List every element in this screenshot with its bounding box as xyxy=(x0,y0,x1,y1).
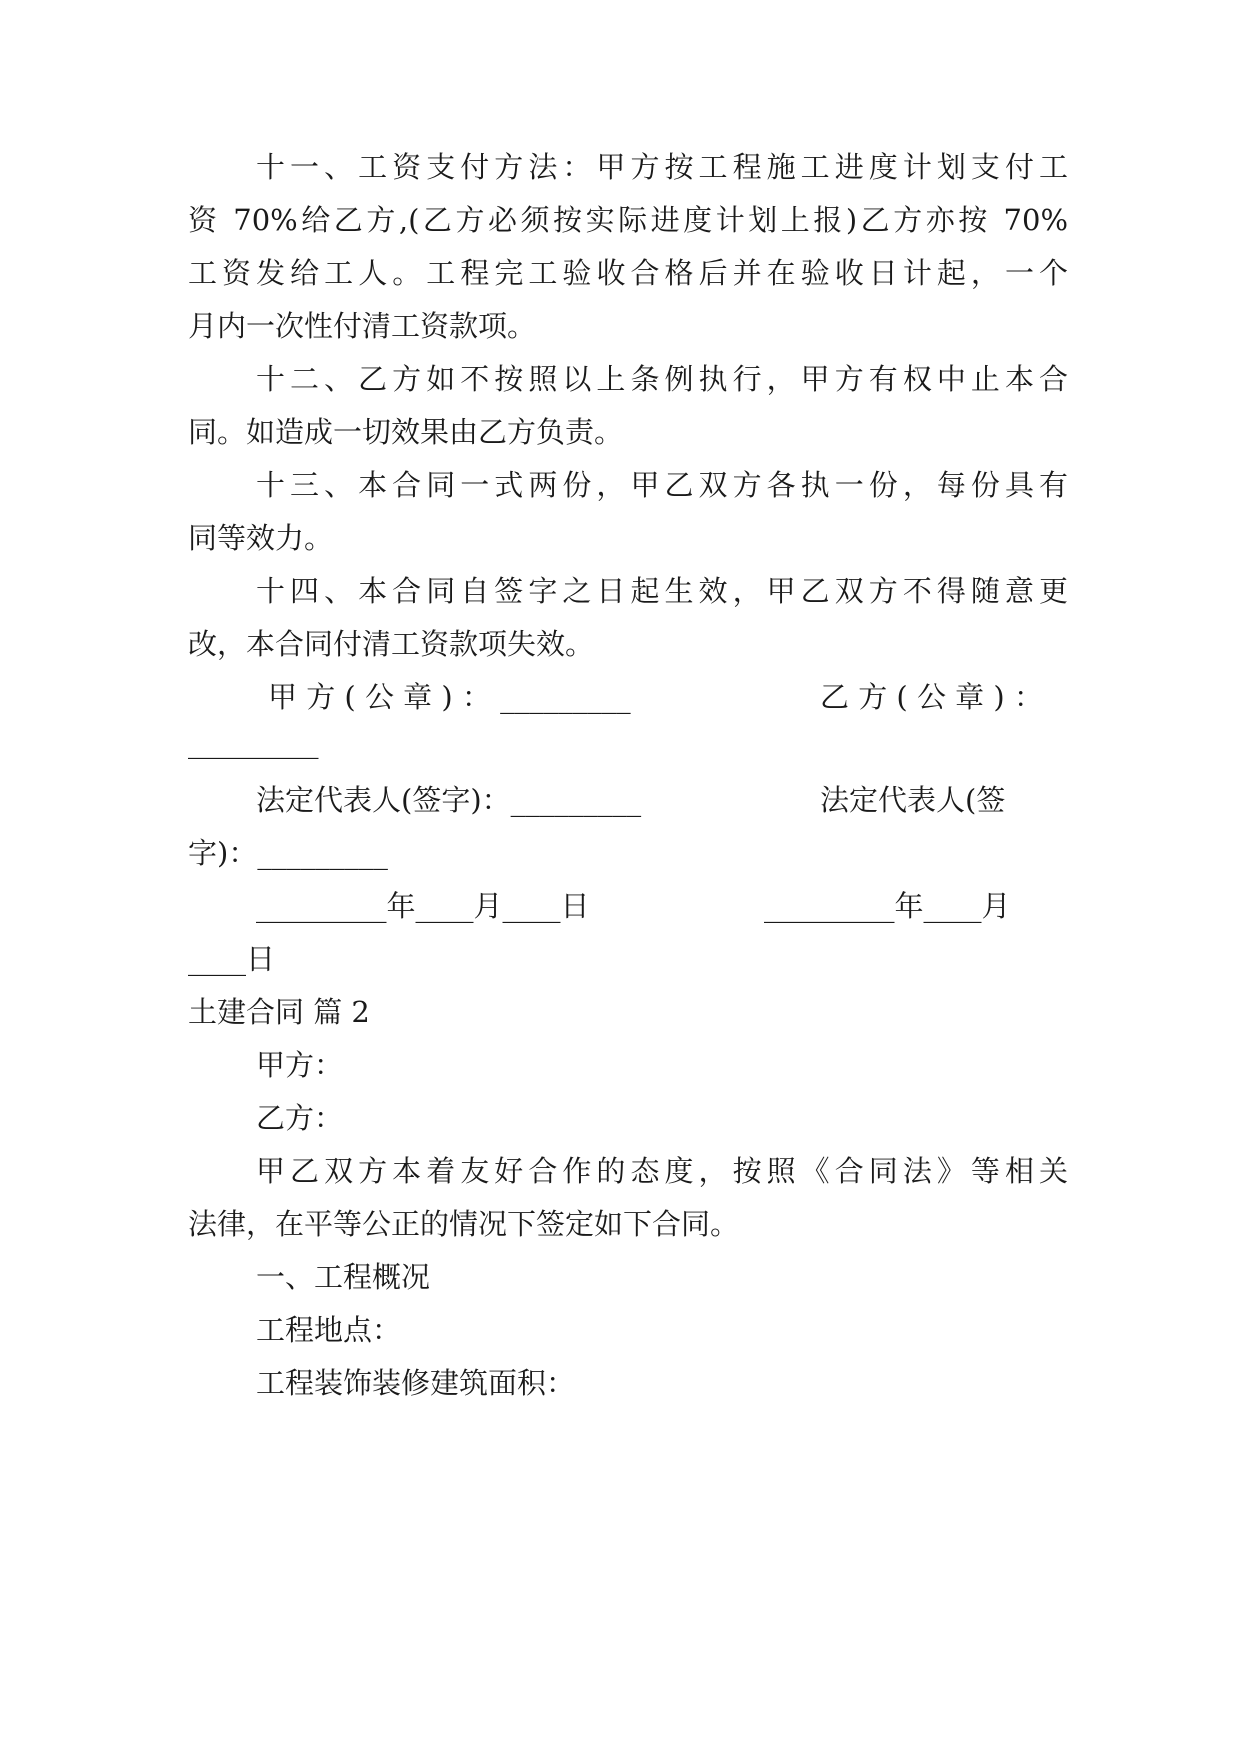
clause-12-line-1: 十二、乙方如不按照以上条例执行，甲方有权中止本合 xyxy=(256,362,1068,396)
party-b-representative-cont: 字)：_________ xyxy=(188,836,388,870)
clause-13-line-2: 同等效力。 xyxy=(188,521,334,555)
party-b-representative-line: 法定代表人(签 xyxy=(820,783,1006,817)
section-2-title: 土建合同 篇 2 xyxy=(188,995,370,1029)
party-a-date-line: _________年____月____日 xyxy=(256,889,590,923)
preamble-line-2: 法律，在平等公正的情况下签定如下合同。 xyxy=(188,1207,740,1241)
party-b-date-line: _________年____月 xyxy=(764,889,1011,923)
party-a-representative-line: 法定代表人(签字)：_________ xyxy=(256,783,642,817)
party-a-seal-line: 甲 方 ( 公 章 ) ： _________ xyxy=(268,680,631,714)
preamble-line-1: 甲乙双方本着友好合作的态度，按照《合同法》等相关 xyxy=(256,1154,1068,1188)
clause-14-line-2: 改，本合同付清工资款项失效。 xyxy=(188,627,595,661)
clause-11-line-1: 十一、工资支付方法：甲方按工程施工进度计划支付工 xyxy=(256,150,1068,184)
party-b-seal-line: 乙 方 ( 公 章 ) ： xyxy=(820,680,1043,714)
clause-12-line-2: 同。如造成一切效果由乙方负责。 xyxy=(188,415,624,449)
clause-11-line-2: 资 70%给乙方,(乙方必须按实际进度计划上报)乙方亦按 70% xyxy=(188,203,1068,237)
clause-11-line-4: 月内一次性付清工资款项。 xyxy=(188,309,537,343)
clause-11-line-3: 工资发给工人。工程完工验收合格后并在验收日计起，一个 xyxy=(188,256,1068,290)
party-b-date-cont: ____日 xyxy=(188,942,276,976)
clause-13-line-1: 十三、本合同一式两份，甲乙双方各执一份，每份具有 xyxy=(256,468,1068,502)
party-a-label: 甲方： xyxy=(256,1048,344,1082)
project-area-label: 工程装饰装修建筑面积： xyxy=(256,1366,576,1400)
party-b-seal-blank: _________ xyxy=(188,725,319,759)
project-location-label: 工程地点： xyxy=(256,1313,402,1347)
item-1-heading: 一、工程概况 xyxy=(256,1260,431,1294)
clause-14-line-1: 十四、本合同自签字之日起生效，甲乙双方不得随意更 xyxy=(256,574,1068,608)
party-b-label: 乙方： xyxy=(256,1101,344,1135)
